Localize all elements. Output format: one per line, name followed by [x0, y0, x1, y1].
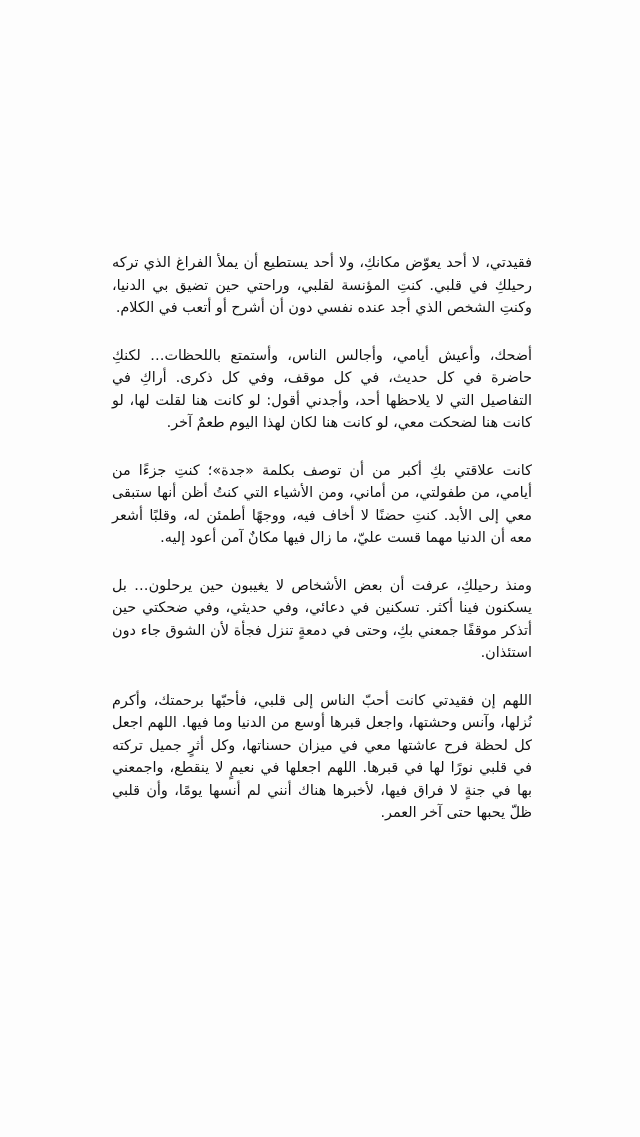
paragraph-2: أضحك، وأعيش أيامي، وأجالس الناس، وأستمتع باللحظات… لكنكِ حاضرة في كل حديث، في كل موقف، وفي كل ذكرى. أراكِ في التفاصيل التي لا يلاحظها أحد، وأجدني أقول: لو كانت هنا لقلت لها، لو كانت هنا لضحكت معي، لو كانت هنا لكان لهذا اليوم طعمٌ آخر. — [112, 347, 532, 431]
paragraph-5: اللهم إن فقيدتي كانت أحبّ الناس إلى قلبي، فأحبّها برحمتك، وأكرم نُزلها، وآنس وحشتها، واجعل قبرها أوسع من الدنيا وما فيها. اللهم اجعل كل لحظة فرح عاشتها معي في ميزان حسناتها، وكل أثرٍ جميل تركته في قلبي نورًا لها في قبرها. اللهم اجعلها في نعيمٍ لا ينقطع، واجمعني بها في جنةٍ لا فراق فيها، لأخبرها هناك أنني لم أنسها يومًا، وأن قلبي ظلّ يحبها حتى آخر العمر. — [112, 692, 532, 821]
paragraph-3: كانت علاقتي بكِ أكبر من أن توصف بكلمة «جدة»؛ كنتِ جزءًا من أيامي، من طفولتي، من أماني، ومن الأشياء التي كنتُ أظن أنها ستبقى معي إلى الأبد. كنتِ حضنًا لا أخاف فيه، ووجهًا أطمئن له، وقلبًا أشعر معه أن الدنيا مهما قست عليّ، ما زال فيها مكانٌ آمن أعود إليه. — [112, 462, 532, 546]
paragraph-1: فقيدتي، لا أحد يعوّض مكانكِ، ولا أحد يستطيع أن يملأ الفراغ الذي تركه رحيلكِ في قلبي. كنتِ المؤنسة لقلبي، وراحتي حين تضيق بي الدنيا، وكنتِ الشخص الذي أجد عنده نفسي دون أن أشرح أو أتعب في الكلام. — [112, 255, 532, 316]
memorial-note — [112, 252, 532, 850]
paragraph-4: ومنذ رحيلكِ، عرفت أن بعض الأشخاص لا يغيبون حين يرحلون… بل يسكنون فينا أكثر. تسكنين في دعائي، وفي حديثي، وفي ضحكتي حين أتذكر موقفًا جمعني بكِ، وحتى في دمعةٍ تنزل فجأة لأن الشوق جاء دون استئذان. — [112, 577, 532, 661]
